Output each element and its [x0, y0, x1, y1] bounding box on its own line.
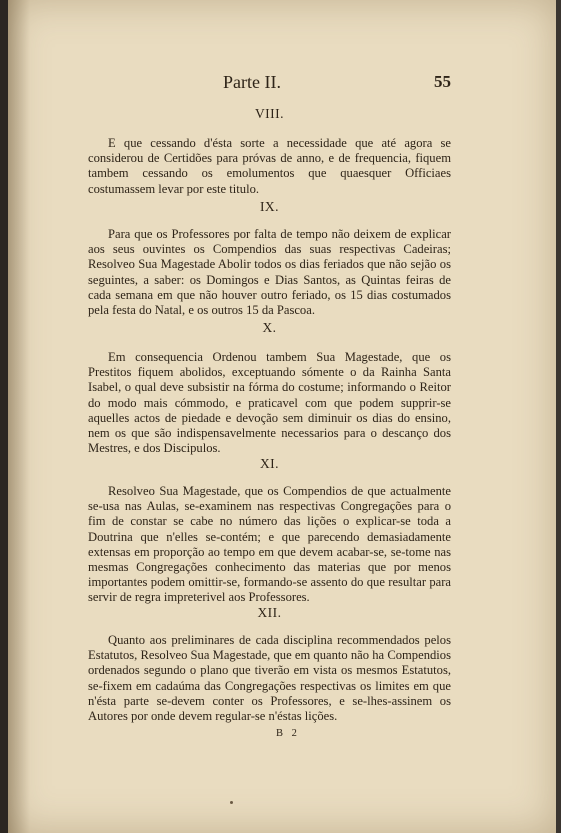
page-number: 55	[434, 72, 451, 91]
section-heading: VIII.	[254, 106, 285, 121]
section-heading: X.	[262, 320, 277, 335]
section-text: Resolveo Sua Magestade, que os Compendios de que actualmente se-usa nas Aulas, se-examinem nas respectivas Congregações para o fim de constar se cabe no número das lições o explicar-se toda a Doutrina que n'elles se-contém; e que parecendo demasiadamente extensas em proporção ao tempo em que devem acabar-se, se-tome nas mesmas Congregações conhecimento das materias que por menos importantes podem omittir-se, formando-se assento do que resultar para servir de regra impreterivel aos Professores.	[88, 484, 451, 605]
book-page	[8, 0, 556, 833]
section-heading: IX.	[259, 199, 280, 214]
section-xii	[88, 605, 451, 724]
section-heading: XII.	[257, 605, 282, 620]
section-text: Quanto aos preliminares de cada disciplina recommendados pelos Estatutos, Resolveo Sua Magestade, que em quanto não ha Compendios ordenados segundo o plano que tiverão em vista os mesmos Estatutos, se-fixem em cadaúma das Congregações respectivas os limites em que n'ésta parte se-devem conter os Professores, e se-lhes-assinem os Autores por onde devem regular-se n'éstas lições.	[88, 633, 451, 724]
binding-edge	[0, 0, 8, 833]
section-text: E que cessando d'ésta sorte a necessidade que até agora se considerou de Certidões para próvas de anno, e de frequencia, fiquem tambem cessando os emolumentos que quaesquer Officiaes costumassem levar por este titulo.	[88, 136, 451, 196]
section-viii	[88, 106, 451, 197]
section-text: Para que os Professores por falta de tempo não deixem de explicar aos seus ouvintes os Compendios das suas respectivas Cadeiras; Resolveo Sua Magestade Abolir todos os dias feriados que não sejão os seguintes, a saber: os Domingos e Dias Santos, as Quintas feiras de cada semana em que não houver outro feriado, os 15 dias costumados pela festa do Natal, e os outros 15 da Pascoa.	[88, 227, 451, 318]
section-heading: XI.	[259, 456, 280, 471]
part-title: Parte II.	[223, 72, 281, 92]
section-x	[88, 320, 451, 456]
signature-mark: B 2	[276, 728, 300, 739]
section-text: Em consequencia Ordenou tambem Sua Magestade, que os Prestitos fiquem abolidos, exceptuando sómente o da Rainha Santa Isabel, o qual deve subsistir na fórma do costume; informando o Reitor do modo mais cómmodo, e praticavel com que podem supprir-se aquelles actos de piedade e devoção sem diminuir os dias do ensino, nem os que são indispensavelmente necessarios para o descanço dos Mestres, e dos Discipulos.	[88, 350, 451, 456]
running-header	[88, 72, 451, 94]
ink-speck	[230, 801, 233, 804]
page-gutter-shadow	[8, 0, 30, 833]
section-ix	[88, 199, 451, 318]
section-xi	[88, 456, 451, 606]
